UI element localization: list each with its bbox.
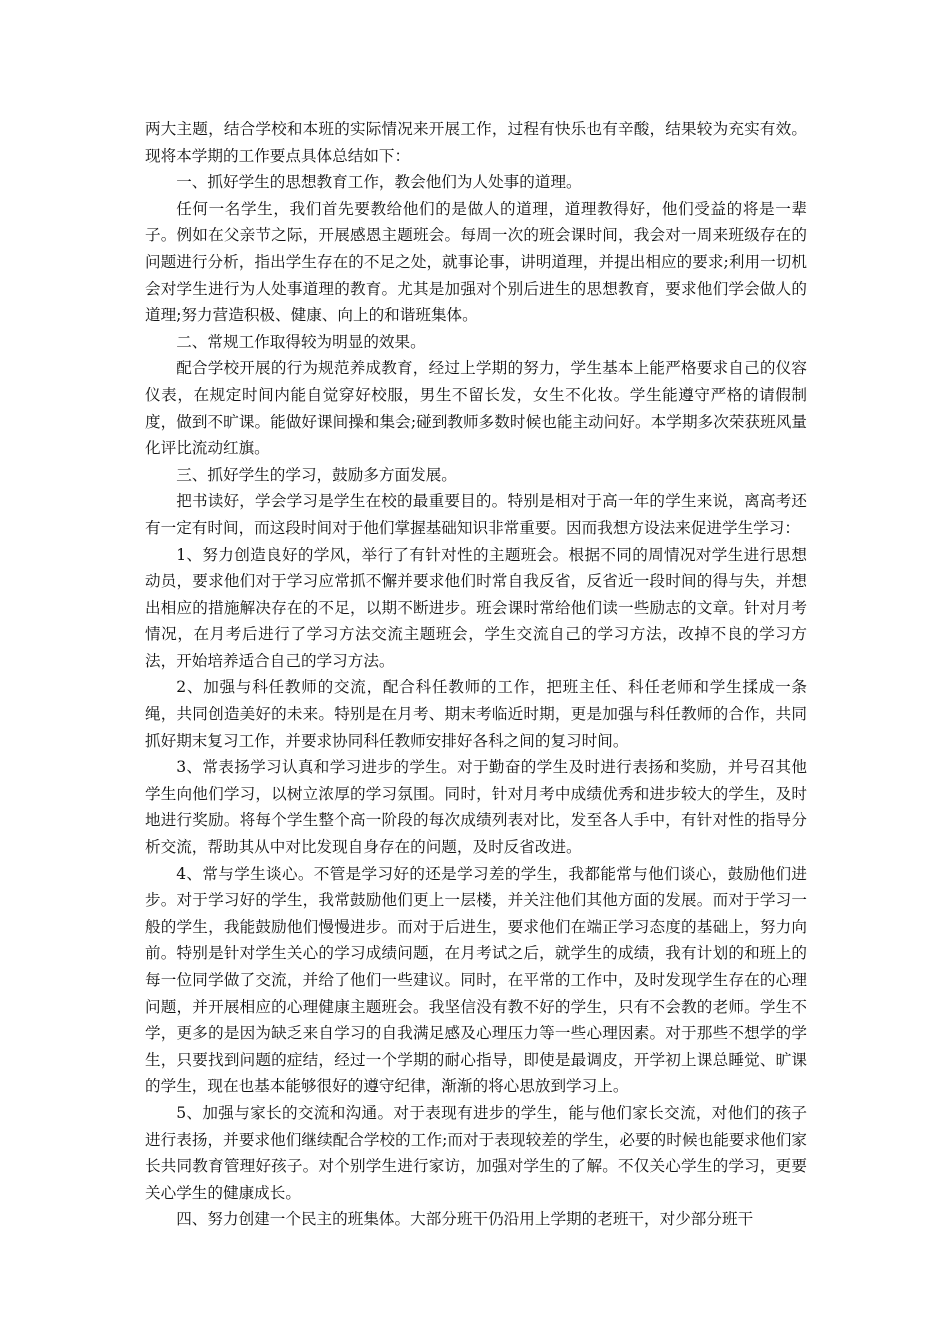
paragraph-item-5: 5、加强与家长的交流和沟通。对于表现有进步的学生，能与他们家长交流，对他们的孩子进行表扬，并要求他们继续配合学校的工作;而对于表现较差的学生，必要的时候也能要求他们家长共同教育管理好孩子。对个别学生进行家访，加强对学生的了解。不仅关心学生的学习，更要关心学生的健康成长。 xyxy=(145,1103,807,1202)
heading-section-2: 二、常规工作取得较为明显的效果。 xyxy=(176,332,426,351)
heading-section-1: 一、抓好学生的思想教育工作，教会他们为人处事的道理。 xyxy=(176,173,582,192)
heading-section-3: 三、抓好学生的学习，鼓励多方面发展。 xyxy=(176,465,457,484)
paragraph-section-1: 任何一名学生，我们首先要教给他们的是做人的道理，道理教得好，他们受益的将是一辈子。例如在父亲节之际，开展感恩主题班会。每周一次的班会课时间，我会对一周来班级存在的问题进行分析，指出学生存在的不足之处，就事论事，讲明道理，并提出相应的要求;利用一切机会对学生进行为人处事道理的教育。尤其是加强对个别后进生的思想教育，要求他们学会做人的道理;努力营造积极、健康、向上的和谐班集体。 xyxy=(145,199,807,325)
heading-section-4: 四、努力创建一个民主的班集体。大部分班干仍沿用上学期的老班干，对少部分班干 xyxy=(176,1210,754,1229)
paragraph-item-1: 1、努力创造良好的学风，举行了有针对性的主题班会。根据不同的周情况对学生进行思想动员，要求他们对于学习应常抓不懈并要求他们时常自我反省，反省近一段时间的得与失，并想出相应的措施解决存在的不足，以期不断进步。班会课时常给他们读一些励志的文章。针对月考情况，在月考后进行了学习方法交流主题班会，学生交流自己的学习方法，改掉不良的学习方法，开始培养适合自己的学习方法。 xyxy=(145,545,807,670)
paragraph-item-4: 4、常与学生谈心。不管是学习好的还是学习差的学生，我都能常与他们谈心，鼓励他们进步。对于学习好的学生，我常鼓励他们更上一层楼，并关注他们其他方面的发展。而对于学习一般的学生，我能鼓励他们慢慢进步。而对于后进生，要求他们在端正学习态度的基础上，努力向前。特别是针对学生关心的学习成绩问题，在月考试之后，就学生的成绩，我有计划的和班上的每一位同学做了交流，并给了他们一些建议。同时，在平常的工作中，及时发现学生存在的心理问题，并开展相应的心理健康主题班会。我坚信没有教不好的学生，只有不会教的老师。学生不学，更多的是因为缺乏来自学习的自我满足感及心理压力等一些心理因素。对于那些不想学的学生，只要找到问题的症结，经过一个学期的耐心指导，即使是最调皮，开学初上课总睡觉、旷课的学生，现在也基本能够很好的遵守纪律，渐渐的将心思放到学习上。 xyxy=(145,864,807,1096)
paragraph-item-3: 3、常表扬学习认真和学习进步的学生。对于勤奋的学生及时进行表扬和奖励，并号召其他学生向他们学习，以树立浓厚的学习氛围。同时，针对月考中成绩优秀和进步较大的学生，及时地进行奖励。将每个学生整个高一阶段的每次成绩列表对比，发至各人手中，有针对性的指导分析交流，帮助其从中对比发现自身存在的问题，及时反省改进。 xyxy=(145,758,807,857)
document-body xyxy=(145,116,807,1233)
paragraph-section-2: 配合学校开展的行为规范养成教育，经过上学期的努力，学生基本上能严格要求自己的仪容仪表，在规定时间内能自觉穿好校服，男生不留长发，女生不化妆。学生能遵守严格的请假制度，做到不旷课。能做好课间操和集会;碰到教师多数时候也能主动问好。本学期多次荣获班风量化评比流动红旗。 xyxy=(145,359,807,458)
paragraph-item-2: 2、加强与科任教师的交流，配合科任教师的工作，把班主任、科任老师和学生揉成一条绳，共同创造美好的未来。特别是在月考、期末考临近时期，更是加强与科任教师的合作，共同抓好期末复习工作，并要求协同科任教师安排好各科之间的复习时间。 xyxy=(145,678,807,750)
paragraph-intro: 两大主题，结合学校和本班的实际情况来开展工作，过程有快乐也有辛酸，结果较为充实有效。现将本学期的工作要点具体总结如下： xyxy=(145,120,807,165)
paragraph-section-3: 把书读好，学会学习是学生在校的最重要目的。特别是相对于高一年的学生来说，离高考还有一定有时间，而这段时间对于他们掌握基础知识非常重要。因而我想方设法来促进学生学习： xyxy=(145,492,807,537)
